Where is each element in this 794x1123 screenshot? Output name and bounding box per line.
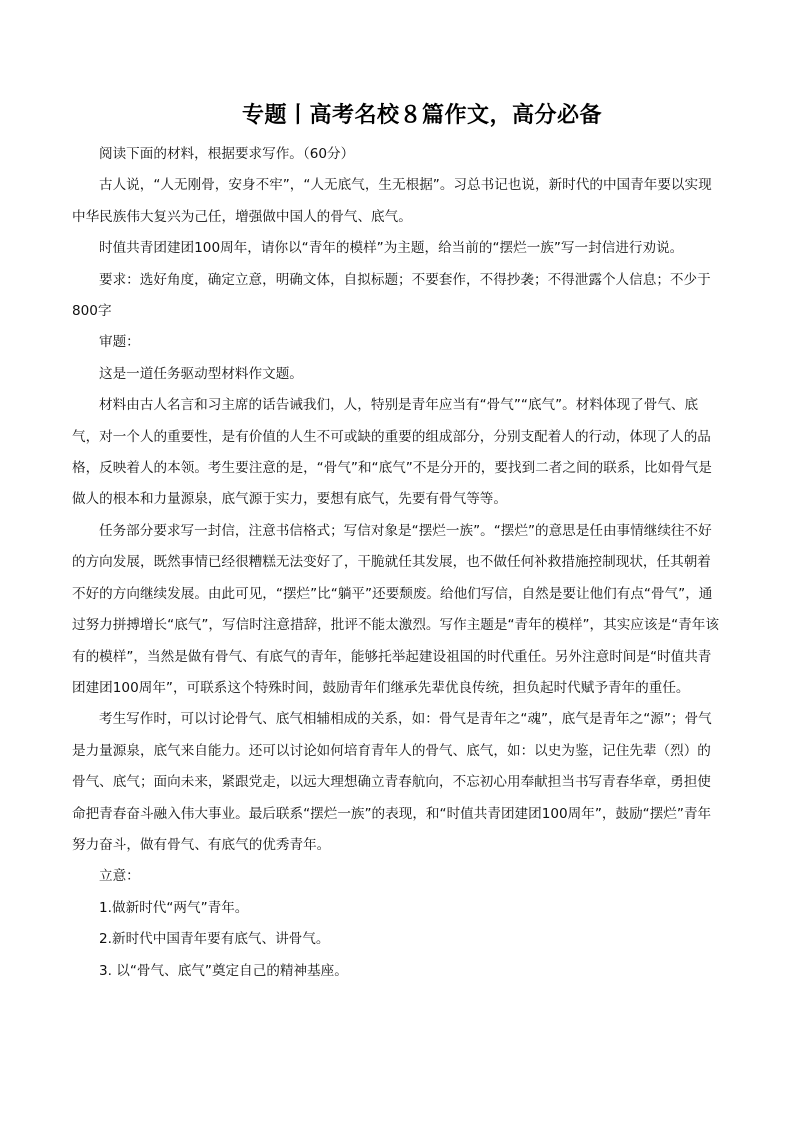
analysis-heading: 审题： — [99, 334, 140, 351]
analysis-material-paragraph: 材料由古人名言和习主席的话告诫我们，人，特别是青年应当有“骨气”“底气”。材料体现了骨气、底气，对一个人的重要性，是有价值的人生不可或缺的重要的组成部分，分别支配着人的行动，体现了人的品格，反映着人的本领。考生要注意的是，“骨气”和“底气”不是分开的，要找到二者之间的联系，比如骨气是做人的根本和力量源泉，底气源于实力，要想有底气，先要有骨气等等。 — [72, 397, 712, 508]
analysis-task-paragraph: 任务部分要求写一封信，注意书信格式；写信对象是“摆烂一族”。“摆烂”的意思是任由事情继续往不好的方向发展，既然事情已经很糟糕无法变好了，干脆就任其发展，也不做任何补救措施控制现状，任其朝着不好的方向继续发展。由此可见，“摆烂”比“躺平”还要颓废。给他们写信，自然是要让他们有点“骨气”，通过努力拼搏增长“底气”，写信时注意措辞，批评不能太激烈。写作主题是“青年的模样”，其实应该是“青年该有的模样”，当然是做有骨气、有底气的青年，能够托举起建设祖国的时代重任。另外注意时间是“时值共青团建团100周年”，可联系这个特殊时间，鼓励青年们继承先辈优良传统，担负起时代赋予青年的重任。 — [72, 522, 719, 696]
writing-guidance-paragraph: 考生写作时，可以讨论骨气、底气相辅相成的关系，如：骨气是青年之“魂”，底气是青年之“源”；骨气是力量源泉，底气来自能力。还可以讨论如何培育青年人的骨气、底气，如：以史为鉴，记住先辈（烈）的骨气、底气；面向未来，紧跟党走，以远大理想确立青春航向，不忘初心用奉献担当书写青春华章，勇担使命把青春奋斗融入伟大事业。最后联系“摆烂一族”的表现，和“时值共青团建团100周年”，鼓励“摆烂”青年努力奋斗，做有骨气、有底气的优秀青年。 — [72, 711, 712, 853]
task-paragraph: 时值共青团建团100周年，请你以“青年的模样”为主题，给当前的“摆烂一族”写一封信进行劝说。 — [99, 240, 684, 257]
requirements-paragraph: 要求：选好角度，确定立意，明确文体，自拟标题；不要套作，不得抄袭；不得泄露个人信息；不少于800字 — [72, 271, 711, 320]
document-title: 专题丨高考名校８篇作文，高分必备 — [241, 102, 602, 128]
instruction-paragraph: 阅读下面的材料，根据要求写作。（60分） — [99, 146, 355, 162]
thesis-item-1: 1.做新时代“两气”青年。 — [99, 899, 249, 916]
material-paragraph: 古人说，“人无刚骨，安身不牢”，“人无底气，生无根据”。习总书记也说，新时代的中国青年要以实现中华民族伟大复兴为己任，增强做中国人的骨气、底气。 — [72, 177, 712, 225]
thesis-item-2: 2.新时代中国青年要有底气、讲骨气。 — [99, 931, 330, 948]
analysis-summary: 这是一道任务驱动型材料作文题。 — [99, 365, 303, 382]
thesis-item-3: 3. 以“骨气、底气”奠定自己的精神基座。 — [99, 962, 348, 979]
thesis-heading: 立意： — [99, 868, 140, 885]
document-body — [72, 139, 722, 987]
